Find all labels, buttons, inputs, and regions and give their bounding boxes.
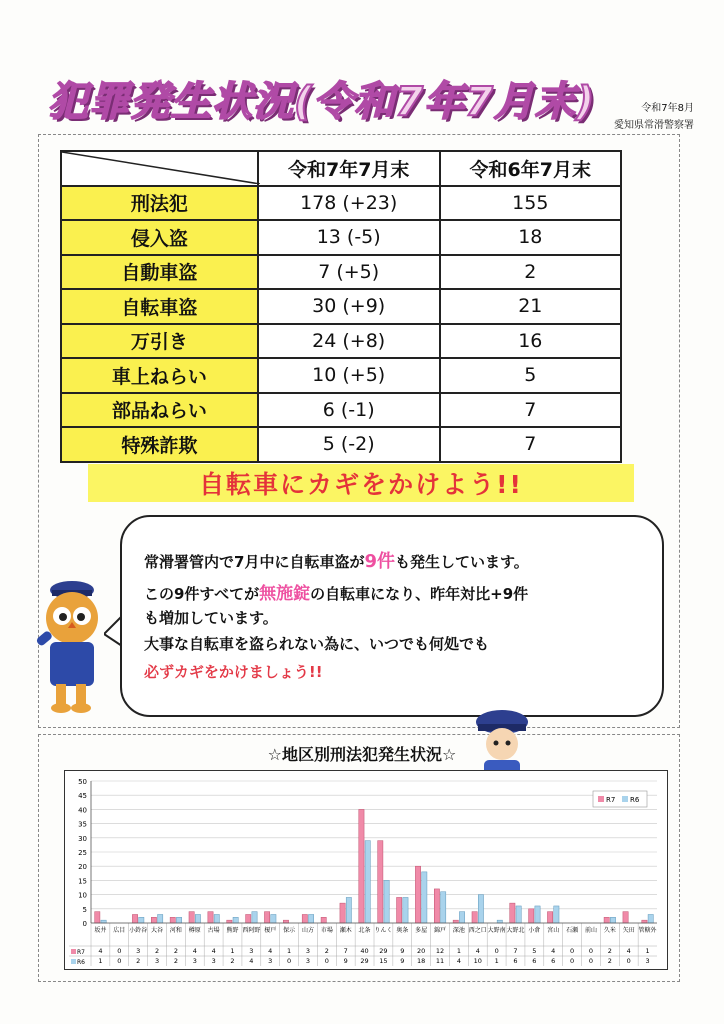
- table-value-r7: 0: [117, 947, 122, 955]
- row-current: 6 (-1): [258, 393, 440, 428]
- bar-r7: [472, 912, 477, 923]
- row-previous: 5: [440, 358, 621, 393]
- table-value-r6: 6: [532, 957, 537, 965]
- table-value-r7: 9: [400, 947, 405, 955]
- table-value-r7: 12: [435, 947, 445, 955]
- table-header: [61, 151, 621, 186]
- bar-r6: [516, 906, 521, 923]
- table-value-r6: 9: [400, 957, 405, 965]
- bar-r6: [554, 906, 559, 923]
- y-tick-label: 10: [78, 891, 87, 900]
- bar-r7: [397, 897, 402, 923]
- x-tick-label: 多屋: [415, 927, 428, 934]
- table-value-r6: 3: [645, 957, 650, 965]
- bar-r7: [510, 903, 515, 923]
- row-category: 自転車盗: [61, 289, 258, 324]
- bar-r6: [441, 892, 446, 923]
- y-tick-label: 0: [82, 920, 87, 928]
- bar-r7: [547, 912, 552, 923]
- bar-r6: [365, 841, 370, 923]
- table-value-r7: 3: [305, 947, 311, 955]
- legend-label-r7: R7: [606, 796, 616, 804]
- table-value-r6: 0: [626, 957, 631, 965]
- y-tick-label: 40: [78, 806, 87, 815]
- table-value-r7: 2: [607, 947, 612, 955]
- bar-r7: [283, 920, 288, 923]
- bar-r6: [176, 917, 181, 923]
- bar-r6: [648, 914, 653, 923]
- bar-r7: [151, 917, 156, 923]
- issuer: 愛知県常滑警察署: [614, 120, 694, 131]
- issue-date: 令和7年8月: [641, 103, 694, 114]
- bar-r6: [422, 872, 427, 923]
- corner-cell: [61, 151, 258, 186]
- x-tick-label: 小倉: [528, 927, 541, 934]
- table-value-r6: 6: [551, 957, 556, 965]
- bar-r7: [189, 912, 194, 923]
- police-owl-mascot-icon: [32, 578, 110, 718]
- x-tick-label: 大野南: [487, 927, 506, 934]
- table-value-r6: 3: [268, 957, 273, 965]
- table-value-r6: 9: [343, 957, 348, 965]
- bar-r6: [610, 917, 615, 923]
- bar-r7: [321, 917, 326, 923]
- x-tick-label: 広目: [113, 927, 126, 934]
- x-tick-label: 榎戸: [264, 927, 277, 934]
- table-value-r6: 15: [379, 957, 388, 965]
- bar-r7: [453, 920, 458, 923]
- speech-bubble: [120, 515, 664, 717]
- bar-r7: [208, 912, 213, 923]
- table-value-r7: 40: [360, 947, 369, 955]
- row-current: 7 (+5): [258, 255, 440, 290]
- x-tick-label: 矢田: [622, 927, 635, 934]
- table-value-r6: 0: [324, 957, 329, 965]
- x-tick-label: 管轄外: [638, 927, 657, 934]
- table-row: [61, 220, 621, 255]
- table-value-r6: 2: [136, 957, 141, 965]
- row-category: 車上ねらい: [61, 358, 258, 393]
- bubble-text: 常滑署管内で7月中に自転車盗が: [144, 553, 365, 571]
- legend-swatch-r6: [622, 796, 628, 802]
- bar-r7: [132, 914, 137, 923]
- table-value-r6: 1: [98, 957, 103, 965]
- row-current: 178 (+23): [258, 186, 440, 221]
- x-tick-label: 小鈴谷: [129, 927, 148, 934]
- bar-r6: [459, 912, 464, 923]
- table-value-r6: 2: [173, 957, 178, 965]
- bar-r7: [434, 889, 439, 923]
- crime-table: [60, 150, 622, 463]
- table-value-r7: 1: [645, 947, 650, 955]
- x-tick-label: 深池: [452, 927, 465, 934]
- row-previous: 18: [440, 220, 621, 255]
- table-value-r7: 4: [551, 947, 556, 955]
- bar-r7: [529, 909, 534, 923]
- row-previous: 7: [440, 393, 621, 428]
- row-category: 部品ねらい: [61, 393, 258, 428]
- x-tick-label: 北条: [358, 927, 371, 934]
- row-current: 30 (+9): [258, 289, 440, 324]
- col-current-header: 令和7年7月末: [258, 151, 440, 186]
- corner-diagonal: [62, 152, 260, 184]
- row-category: 特殊詐欺: [61, 427, 258, 462]
- x-tick-label: 瀬木: [339, 927, 352, 934]
- bar-r7: [604, 917, 609, 923]
- x-tick-label: 奥条: [396, 927, 409, 934]
- bar-r6: [233, 917, 238, 923]
- bar-r6: [497, 920, 502, 923]
- bar-r6: [158, 914, 163, 923]
- bubble-line-2: [144, 579, 528, 604]
- bar-r7: [340, 903, 345, 923]
- chart-title: ☆地区別刑法犯発生状況☆: [267, 745, 457, 764]
- row-current: 24 (+8): [258, 324, 440, 359]
- bubble-line-4: 大事な自転車を盗られない為に、いつでも何処でも: [144, 635, 490, 653]
- x-tick-label: 宮山: [547, 927, 560, 934]
- x-tick-label: 古場: [207, 927, 220, 934]
- table-value-r7: 0: [570, 947, 575, 955]
- table-value-r6: 6: [513, 957, 518, 965]
- x-tick-label: 坂井: [94, 927, 107, 934]
- table-value-r7: 4: [626, 947, 631, 955]
- page-title: 犯罪発生状況(令和7年7月末): [48, 79, 596, 125]
- bar-r7: [642, 920, 647, 923]
- table-value-r7: 1: [230, 947, 235, 955]
- table-value-r7: 7: [513, 947, 518, 955]
- table-row: [61, 289, 621, 324]
- table-value-r6: 3: [192, 957, 197, 965]
- x-tick-label: 石瀬: [566, 927, 579, 934]
- x-tick-label: 保示: [283, 927, 296, 934]
- y-tick-label: 25: [78, 849, 87, 857]
- row-previous: 16: [440, 324, 621, 359]
- x-tick-label: 久米: [603, 927, 616, 934]
- table-value-r7: 20: [417, 947, 426, 955]
- table-value-r6: 2: [230, 957, 235, 965]
- row-previous: 7: [440, 427, 621, 462]
- row-category: 刑法犯: [61, 186, 258, 221]
- y-tick-label: 35: [78, 820, 87, 829]
- table-value-r6: 11: [435, 957, 445, 965]
- table-value-r6: 1: [494, 957, 499, 965]
- issuer-block: [614, 100, 694, 134]
- x-tick-label: 西阿野: [242, 927, 261, 934]
- table-value-r6: 0: [287, 957, 292, 965]
- chart-container: [64, 770, 668, 970]
- bubble-text: も発生しています。: [394, 553, 529, 571]
- bar-chart: [65, 771, 667, 969]
- row-current: 5 (-2): [258, 427, 440, 462]
- x-tick-label: 錦戸: [434, 927, 447, 934]
- table-value-r7: 0: [494, 947, 499, 955]
- table-value-r6: 2: [607, 957, 612, 965]
- row-swatch-r6: [71, 959, 76, 964]
- table-row: [61, 255, 621, 290]
- row-label-r6: R6: [77, 959, 85, 966]
- row-category: 侵入盗: [61, 220, 258, 255]
- table-value-r7: 4: [268, 947, 273, 955]
- x-tick-label: りんく: [374, 927, 393, 934]
- bar-r7: [415, 866, 420, 923]
- bubble-text: この9件すべてが: [144, 585, 260, 603]
- bar-r7: [246, 914, 251, 923]
- table-value-r7: 4: [98, 947, 103, 955]
- row-swatch-r7: [71, 949, 76, 954]
- bubble-text: の自転車になり、昨年対比+9件: [310, 585, 529, 603]
- legend-swatch-r7: [598, 796, 604, 802]
- bar-r7: [170, 917, 175, 923]
- y-tick-label: 45: [78, 792, 87, 801]
- row-previous: 2: [440, 255, 621, 290]
- bar-r7: [227, 920, 232, 923]
- table-row: [61, 393, 621, 428]
- bar-r6: [252, 912, 257, 923]
- highlight-count: 9件: [364, 551, 395, 572]
- row-category: 万引き: [61, 324, 258, 359]
- table-row: [61, 324, 621, 359]
- table-value-r6: 0: [117, 957, 122, 965]
- row-previous: 155: [440, 186, 621, 221]
- table-row: [61, 186, 621, 221]
- bar-r7: [264, 912, 269, 923]
- table-value-r7: 5: [532, 947, 537, 955]
- bar-r6: [214, 914, 219, 923]
- table-value-r6: 4: [456, 957, 461, 965]
- table-value-r7: 29: [379, 947, 388, 955]
- table-row: [61, 358, 621, 393]
- legend-label-r6: R6: [630, 796, 640, 804]
- bar-r7: [623, 912, 628, 923]
- x-tick-label: 大野北: [506, 927, 525, 934]
- table-value-r7: 1: [287, 947, 292, 955]
- row-previous: 21: [440, 289, 621, 324]
- table-value-r6: 3: [211, 957, 216, 965]
- lock-bike-banner: 自転車にカギをかけよう!!: [88, 464, 634, 502]
- table-row: [61, 427, 621, 462]
- bubble-line-3: も増加しています。: [144, 609, 278, 627]
- table-value-r7: 1: [456, 947, 461, 955]
- table-value-r7: 0: [588, 947, 594, 955]
- table-value-r6: 4: [249, 957, 254, 965]
- table-value-r7: 2: [324, 947, 329, 955]
- bar-r7: [302, 914, 307, 923]
- bar-r6: [308, 914, 313, 923]
- row-current: 13 (-5): [258, 220, 440, 255]
- y-tick-label: 50: [78, 778, 87, 786]
- table-value-r7: 3: [249, 947, 254, 955]
- table-value-r6: 3: [154, 957, 160, 965]
- bar-r6: [346, 897, 351, 923]
- table-value-r6: 0: [588, 957, 594, 965]
- table-value-r7: 7: [343, 947, 348, 955]
- x-tick-label: 河和: [169, 927, 182, 934]
- table-value-r6: 3: [305, 957, 311, 965]
- bubble-line-5: 必ずカギをかけましょう!!: [144, 663, 323, 681]
- bar-r6: [403, 897, 408, 923]
- table-value-r7: 3: [136, 947, 141, 955]
- row-label-r7: R7: [77, 949, 85, 956]
- x-tick-label: 山方: [301, 927, 314, 934]
- table-value-r7: 2: [154, 947, 160, 955]
- y-tick-label: 5: [82, 905, 87, 914]
- bar-r6: [478, 895, 483, 923]
- x-tick-label: 大谷: [151, 927, 164, 934]
- bar-r6: [101, 920, 106, 923]
- x-tick-label: 西之口: [468, 927, 487, 934]
- table-value-r7: 2: [173, 947, 178, 955]
- bubble-line-1: [144, 547, 529, 573]
- x-tick-label: 樽原: [188, 927, 201, 934]
- table-value-r6: 10: [473, 957, 482, 965]
- bar-r7: [95, 912, 100, 923]
- y-tick-label: 30: [78, 834, 87, 843]
- table-value-r6: 0: [570, 957, 575, 965]
- highlight-unlocked: 無施錠: [259, 584, 311, 604]
- row-category: 自動車盗: [61, 255, 258, 290]
- row-current: 10 (+5): [258, 358, 440, 393]
- x-tick-label: 熊野: [226, 927, 239, 934]
- table-value-r6: 29: [360, 957, 369, 965]
- table-value-r7: 4: [192, 947, 197, 955]
- bar-r6: [535, 906, 540, 923]
- bar-r7: [359, 809, 364, 923]
- bar-r6: [195, 914, 200, 923]
- y-tick-label: 15: [78, 877, 87, 886]
- bar-r6: [139, 917, 144, 923]
- table-value-r7: 4: [211, 947, 216, 955]
- bar-r6: [271, 914, 276, 923]
- col-previous-header: 令和6年7月末: [440, 151, 621, 186]
- y-tick-label: 20: [78, 863, 87, 872]
- bar-r7: [378, 841, 383, 923]
- x-tick-label: 市場: [320, 927, 333, 934]
- x-tick-label: 前山: [584, 927, 597, 934]
- table-value-r7: 4: [475, 947, 480, 955]
- table-value-r6: 18: [417, 957, 426, 965]
- bar-r6: [384, 880, 389, 923]
